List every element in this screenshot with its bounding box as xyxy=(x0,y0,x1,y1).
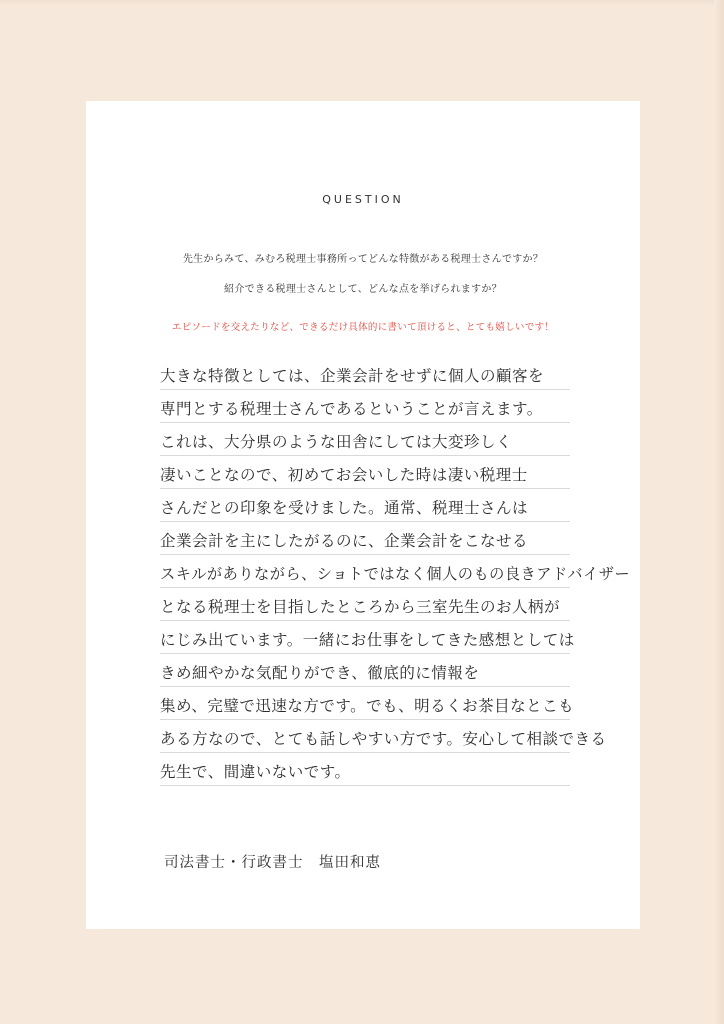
answer-line xyxy=(160,687,575,720)
answer-line-text: 集め、完璧で迅速な方です。でも、明るくお茶目なとこも xyxy=(160,697,575,715)
answer-line xyxy=(160,753,570,786)
answer-line xyxy=(160,357,570,390)
answer-line xyxy=(160,522,570,555)
answer-line xyxy=(160,456,570,489)
answer-line xyxy=(160,390,570,423)
answer-line-text: これは、大分県のような田舎にしては大変珍しく xyxy=(160,433,513,451)
answer-line-text: となる税理士を目指したところから三室先生のお人柄が xyxy=(160,598,561,616)
answer-line-text: ある方なので、とても話しやすい方です。安心して相談できる xyxy=(160,730,607,748)
instruction-note: エピソードを交えたりなど、できるだけ具体的に書いて頂けると、とても嬉しいです！ xyxy=(171,322,555,333)
answer-line-text: 先生で、間違いないです。 xyxy=(160,763,351,781)
answer-line-text: にじみ出ています。一緒にお仕事をしてきた感想としては xyxy=(160,631,575,649)
answer-line-text: スキルがありながら、ショトではなく個人のもの良きアドバイザー xyxy=(160,565,631,583)
scan-edge-right xyxy=(714,0,724,1024)
answer-line-text: 凄いことなので、初めてお会いした時は凄い税理士 xyxy=(160,466,528,484)
signature: 司法書士・行政書士 塩田和恵 xyxy=(164,855,381,871)
answer-line xyxy=(160,654,570,687)
answer-line xyxy=(160,489,570,522)
question-heading: QUESTION xyxy=(322,193,404,206)
answer-line-text: 企業会計を主にしたがるのに、企業会計をこなせる xyxy=(160,532,529,550)
answer-line xyxy=(160,423,570,456)
answer-line xyxy=(160,621,575,654)
answer-line-text: さんだとの印象を受けました。通常、税理士さんは xyxy=(160,499,529,517)
answer-line-text: 大きな特徴としては、企業会計をせずに個人の顧客を xyxy=(160,367,545,385)
scan-edge-top xyxy=(0,0,724,6)
answer-line xyxy=(160,720,607,753)
handwritten-answer xyxy=(160,357,631,786)
answer-line xyxy=(160,555,631,588)
answer-line-text: 専門とする税理士さんであるということが言えます。 xyxy=(160,400,543,418)
answer-line-text: きめ細やかな気配りができ、徹底的に情報を xyxy=(160,664,480,682)
answer-line xyxy=(160,588,570,621)
questionnaire-sheet xyxy=(86,101,640,929)
question-line-2: 紹介できる税理士さんとして、どんな点を挙げられますか？ xyxy=(224,284,502,295)
question-line-1: 先生からみて、みむろ税理士事務所ってどんな特徴がある税理士さんですか？ xyxy=(182,254,544,265)
